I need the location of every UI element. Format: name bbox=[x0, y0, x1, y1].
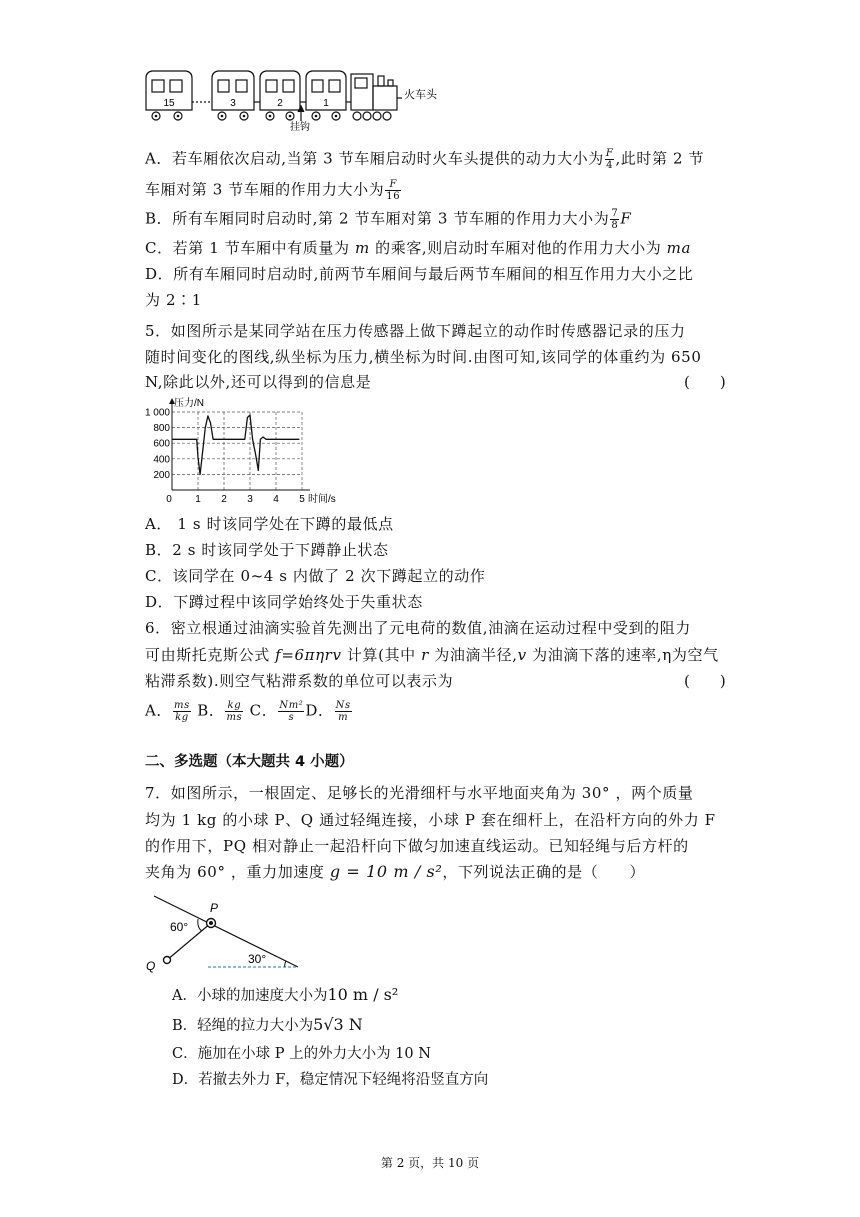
q4-option-d-line2: 为 2∶1 bbox=[145, 291, 202, 309]
car-label-3: 3 bbox=[230, 98, 236, 109]
q5-stem-line2: 随时间变化的图线,纵坐标为压力,横坐标为时间.由图可知,该同学的体重约为 650 bbox=[145, 348, 702, 366]
section-title: 二、多选题（本大题共 4 小题） bbox=[145, 754, 354, 770]
hook-label: 挂钩 bbox=[290, 122, 310, 132]
fraction: $\frac{ms}{kg}$ bbox=[174, 700, 190, 723]
q6-answer-paren: ( ) bbox=[684, 672, 726, 690]
x-tick-label: 3 bbox=[247, 494, 253, 505]
fraction: $\frac{\text{Nm²}}{s}$ bbox=[279, 700, 304, 723]
y-tick-label: 800 bbox=[153, 423, 170, 435]
page-footer: 第 2 页，共 10 页 bbox=[380, 1156, 480, 1170]
fraction: $\frac{kg}{ms}$ bbox=[226, 700, 243, 723]
q6-options: A． $\frac{ms}{kg}$ B． $\frac{kg}{ms}$ C． $\frac{\text{Nm²}}{s}$ D． $\frac{Ns}{m}$ bbox=[145, 700, 351, 723]
q7-option-d: D．若撤去外力 F，稳定情况下轻绳将沿竖直方向 bbox=[172, 1072, 489, 1088]
fraction: $\frac{Ns}{m}$ bbox=[335, 700, 351, 723]
q7-stem-line1: 7．如图所示，一根固定、足够长的光滑细杆与水平地面夹角为 30° ，两个质量 bbox=[145, 784, 694, 802]
label-q: Q bbox=[146, 959, 156, 973]
y-tick-label: 200 bbox=[153, 469, 170, 481]
q5-option-d: D．下蹲过程中该同学始终处于失重状态 bbox=[145, 593, 423, 611]
fraction: $\frac{F}{16}$ bbox=[386, 179, 401, 202]
q6-stem-line1: 6．密立根通过油滴实验首先测出了元电荷的数值,油滴在运动过程中受到的阻力 bbox=[145, 619, 691, 637]
car-label-1: 1 bbox=[323, 98, 329, 109]
y-tick-label: 1 000 bbox=[144, 407, 170, 419]
q7-option-a: A．小球的加速度大小为10 m / s² bbox=[172, 985, 399, 1004]
label-p: P bbox=[210, 901, 219, 915]
y-tick-label: 400 bbox=[153, 454, 170, 466]
q4-option-a-line2: 车厢对第 3 节车厢的作用力大小为 $\frac{F}{16}$ bbox=[145, 179, 401, 202]
rod-figure bbox=[140, 890, 310, 974]
x-axis-label: 时间/s bbox=[308, 494, 336, 505]
fraction: $\frac{F}{4}$ bbox=[605, 148, 614, 171]
q6-stem-line3: 粘滞系数).则空气粘滞系数的单位可以表示为 bbox=[145, 672, 454, 690]
x-tick-label: 2 bbox=[221, 494, 227, 505]
engine-label: 火车头 bbox=[404, 89, 437, 101]
x-tick-label: 4 bbox=[273, 494, 279, 505]
q5-option-a: A． 1 s 时该同学处在下蹲的最低点 bbox=[145, 515, 394, 533]
x-tick-label: 1 bbox=[195, 494, 201, 505]
q4-option-b: B．所有车厢同时启动时,第 2 节车厢对第 3 节车厢的作用力大小为 $\frac{7}{8}$ F bbox=[145, 208, 632, 231]
q7-option-c: C．施加在小球 P 上的外力大小为 10 N bbox=[172, 1046, 431, 1062]
q5-answer-paren: ( ) bbox=[684, 373, 726, 391]
q7-stem-line4: 夹角为 60° ，重力加速度 g = 10 m / s²，下列说法正确的是（ ） bbox=[145, 862, 646, 881]
y-tick-label: 600 bbox=[153, 438, 170, 450]
series-line bbox=[172, 415, 299, 474]
q5-option-b: B．2 s 时该同学处于下蹲静止状态 bbox=[145, 541, 389, 559]
q6-stem-line2: 可由斯托克斯公式 f=6πηrv 计算(其中 r 为油滴半径,v 为油滴下落的速率,η为空气 bbox=[145, 646, 719, 664]
train-figure bbox=[140, 66, 440, 132]
force-time-chart bbox=[140, 394, 350, 506]
x-tick-label: 0 bbox=[166, 494, 172, 505]
x-tick-label: 5 bbox=[299, 494, 305, 505]
label-30: 30° bbox=[248, 952, 267, 966]
q7-stem-line3: 的作用下，PQ 相对静止一起沿杆向下做匀加速直线运动。已知轻绳与后方杆的 bbox=[145, 837, 689, 855]
q4-option-a-line1: A．若车厢依次启动,当第 3 节车厢启动时火车头提供的动力大小为 $\frac{F}{4}$ ,此时第 2 节 bbox=[145, 148, 705, 171]
label-60: 60° bbox=[170, 920, 189, 934]
car-label-2: 2 bbox=[277, 98, 283, 109]
q5-option-c: C．该同学在 0~4 s 内做了 2 次下蹲起立的动作 bbox=[145, 567, 486, 585]
q7-stem-line2: 均为 1 kg 的小球 P、Q 通过轻绳连接，小球 P 套在细杆上，在沿杆方向的外力 F bbox=[145, 811, 716, 829]
y-axis-label: 压力/N bbox=[174, 398, 204, 409]
q5-stem-line1: 5．如图所示是某同学站在压力传感器上做下蹲起立的动作时传感器记录的压力 bbox=[145, 322, 686, 340]
fraction: $\frac{7}{8}$ bbox=[611, 208, 619, 231]
q7-option-b: B．轻绳的拉力大小为5√3 N bbox=[172, 1015, 363, 1034]
q4-option-c: C．若第 1 节车厢中有质量为 m 的乘客,则启动时车厢对他的作用力大小为 ma bbox=[145, 239, 692, 257]
q4-option-d-line1: D．所有车厢同时启动时,前两节车厢间与最后两节车厢间的相互作用力大小之比 bbox=[145, 265, 694, 283]
q5-stem-line3: N,除此以外,还可以得到的信息是 bbox=[145, 373, 372, 391]
car-label-15: 15 bbox=[163, 98, 175, 109]
